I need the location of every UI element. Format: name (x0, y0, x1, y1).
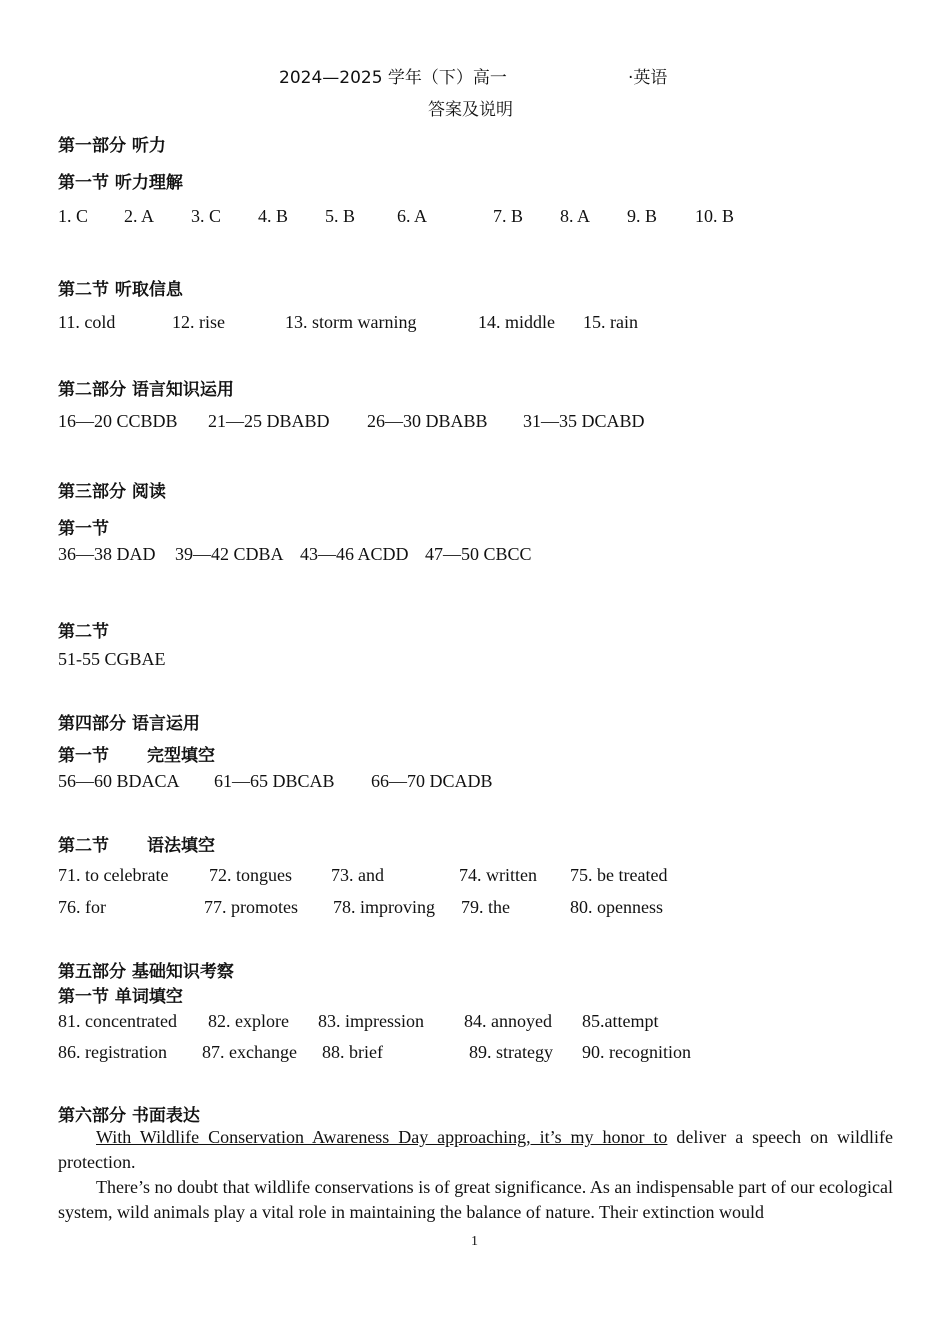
header-year-grade: 2024—2025 学年（下）高一 (279, 68, 507, 88)
essay-paragraph-2-text: There’s no doubt that wildlife conservations is of great significance. As an indispensable part of our ecological system, wild animals play a vital role in maintaining the balance of nature. Their extinction would (58, 1177, 893, 1222)
part1-title: 第一部分 听力 (58, 136, 166, 156)
answer-item: 14. middle (478, 312, 555, 332)
part3-section2-title: 第二节 (58, 622, 109, 642)
answer-item: 88. brief (322, 1042, 383, 1062)
essay-paragraph-1 (58, 1125, 893, 1175)
answer-item: 16—20 CCBDB (58, 411, 178, 431)
answer-item: 87. exchange (202, 1042, 297, 1062)
answer-item: 36—38 DAD (58, 544, 156, 564)
answer-item: 86. registration (58, 1042, 167, 1062)
answer-item: 90. recognition (582, 1042, 691, 1062)
part5-title: 第五部分 基础知识考察 (58, 962, 234, 982)
essay-underlined-phrase: With Wildlife Conservation Awareness Day approaching, it’s my honor to (96, 1127, 668, 1147)
answer-item: 2. A (124, 206, 155, 226)
answer-item: 43—46 ACDD (300, 544, 409, 564)
answer-item: 85.attempt (582, 1011, 659, 1031)
answer-item: 76. for (58, 897, 106, 917)
part1-section1-title: 第一节 听力理解 (58, 173, 183, 193)
answer-item: 82. explore (208, 1011, 289, 1031)
answer-item: 84. annoyed (464, 1011, 552, 1031)
part3-section1-title: 第一节 (58, 519, 109, 539)
answer-item: 21—25 DBABD (208, 411, 330, 431)
page-number: 1 (471, 1234, 478, 1249)
part4-section2-title: 第二节 (58, 836, 109, 856)
answer-item: 5. B (325, 206, 356, 226)
answer-item: 81. concentrated (58, 1011, 177, 1031)
part4-title: 第四部分 语言运用 (58, 714, 200, 734)
header-subject: ·英语 (628, 68, 668, 88)
answer-item: 10. B (695, 206, 735, 226)
answer-item: 79. the (461, 897, 510, 917)
answer-item: 75. be treated (570, 865, 668, 885)
answer-item: 13. storm warning (285, 312, 417, 332)
answer-item: 66—70 DCADB (371, 771, 493, 791)
answer-item: 6. A (397, 206, 428, 226)
part3-title: 第三部分 阅读 (58, 482, 166, 502)
essay-paragraph-2 (58, 1175, 893, 1225)
part5-section1-title: 第一节 单词填空 (58, 987, 183, 1007)
answer-item: 11. cold (58, 312, 116, 332)
answer-item: 26—30 DBABB (367, 411, 488, 431)
answer-item: 72. tongues (209, 865, 292, 885)
answer-item: 71. to celebrate (58, 865, 169, 885)
essay-paragraph-1-rest: deliver a speech on wildlife protection. (58, 1127, 893, 1172)
answer-item: 47—50 CBCC (425, 544, 532, 564)
part1-section2-title: 第二节 听取信息 (58, 280, 183, 300)
part4-section1-subtitle: 完型填空 (147, 746, 215, 766)
page-title: 答案及说明 (428, 100, 513, 120)
part3-section2-answers: 51-55 CGBAE (58, 649, 166, 669)
answer-item: 83. impression (318, 1011, 424, 1031)
answer-item: 77. promotes (204, 897, 298, 917)
answer-item: 56—60 BDACA (58, 771, 180, 791)
answer-item: 61—65 DBCAB (214, 771, 335, 791)
answer-item: 4. B (258, 206, 289, 226)
answer-item: 3. C (191, 206, 222, 226)
part4-section2-subtitle: 语法填空 (147, 836, 215, 856)
answer-item: 1. C (58, 206, 89, 226)
part4-section1-title: 第一节 (58, 746, 109, 766)
answer-item: 31—35 DCABD (523, 411, 645, 431)
answer-item: 39—42 CDBA (175, 544, 284, 564)
answer-item: 78. improving (333, 897, 435, 917)
part6-title: 第六部分 书面表达 (58, 1106, 200, 1126)
answer-item: 73. and (331, 865, 384, 885)
answer-item: 15. rain (583, 312, 638, 332)
part2-title: 第二部分 语言知识运用 (58, 380, 234, 400)
answer-item: 89. strategy (469, 1042, 553, 1062)
answer-item: 74. written (459, 865, 537, 885)
answer-item: 8. A (560, 206, 591, 226)
answer-item: 12. rise (172, 312, 225, 332)
answer-item: 9. B (627, 206, 658, 226)
answer-item: 80. openness (570, 897, 663, 917)
answer-item: 7. B (493, 206, 524, 226)
